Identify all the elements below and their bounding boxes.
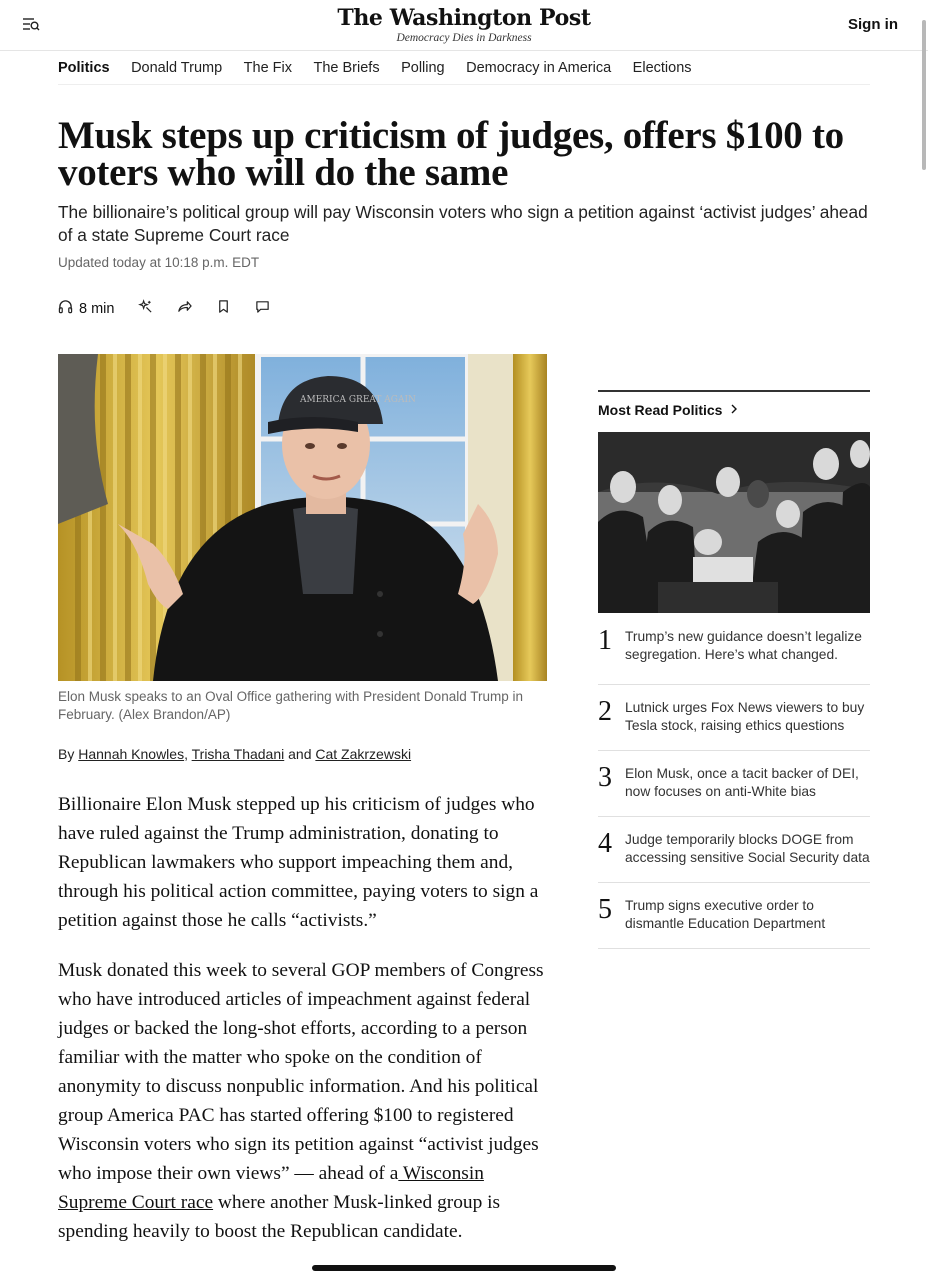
nav-item-politics[interactable]: Politics (58, 59, 110, 76)
rank-number: 2 (598, 696, 612, 727)
author-link-hannah-knowles[interactable]: Hannah Knowles (78, 746, 185, 762)
section-nav (58, 51, 870, 85)
rank-number: 3 (598, 762, 612, 793)
bookmark-icon (216, 299, 231, 319)
comments-button[interactable] (255, 299, 270, 319)
list-item[interactable] (598, 619, 870, 685)
share-icon (177, 299, 192, 319)
nav-item-donald-trump[interactable]: Donald Trump (131, 59, 223, 76)
lead-photo[interactable] (58, 354, 547, 681)
home-indicator[interactable] (312, 1265, 616, 1271)
list-item[interactable] (598, 883, 870, 949)
article-paragraph-1: Billionaire Elon Musk stepped up his criticism of judges who have ruled against the Trump administration, donating to Republican lawmakers who support impeaching them and, through his political action committee, paying voters to sign a petition against those he calls “activists.” (58, 794, 539, 931)
rank-number: 5 (598, 894, 612, 925)
most-read-title[interactable]: Trump signs executive order to dismantle Education Department (625, 898, 826, 931)
author-link-cat-zakrzewski[interactable]: Cat Zakrzewski (315, 746, 412, 762)
share-button[interactable] (177, 299, 192, 319)
rank-number: 4 (598, 828, 612, 859)
scrollbar-thumb[interactable] (922, 20, 926, 170)
most-read-title[interactable]: Elon Musk, once a tacit backer of DEI, now focuses on anti-White bias (625, 766, 859, 799)
paragraph-text: Musk donated this week to several GOP members of Congress who have introduced articles of impeachment against federal judges or backed the long-shot efforts, according to a person familiar with the matter who spoke on the condition of anonymity to discuss nonpublic information. And his political group America PAC has started offering $100 to registered Wisconsin voters who sign its petition against “activist judges who impose their own views” — ahead of a (58, 960, 544, 1184)
sparkle-icon (138, 299, 153, 319)
comment-icon (255, 299, 270, 319)
timestamp: Updated today at 10:18 p.m. EDT (58, 255, 260, 270)
scrollbar[interactable] (920, 0, 928, 1280)
most-read-list (598, 619, 870, 949)
listen-duration: 8 min (79, 301, 115, 317)
chevron-right-icon (730, 403, 738, 417)
nav-item-democracy-in-america[interactable]: Democracy in America (466, 59, 612, 76)
list-item[interactable] (598, 817, 870, 883)
byline (58, 746, 411, 762)
most-read-title[interactable]: Judge temporarily blocks DOGE from accessing sensitive Social Security data (625, 832, 870, 865)
author-link-trisha-thadani[interactable]: Trisha Thadani (191, 746, 285, 762)
wisconsin-supreme-court-race-link[interactable]: Wisconsin Supreme Court race (58, 1163, 484, 1213)
byline-separator: and (284, 746, 316, 762)
most-read-sidebar (598, 390, 870, 949)
article-toolbar (58, 299, 294, 319)
nav-item-the-briefs[interactable]: The Briefs (313, 59, 380, 76)
article-paragraph-2 (58, 956, 548, 1246)
nav-item-polling[interactable]: Polling (401, 59, 445, 76)
most-read-photo-illustration (598, 432, 870, 613)
logo[interactable]: The Washington Post (337, 5, 591, 31)
photo-caption: Elon Musk speaks to an Oval Office gathering with President Donald Trump in February. (Alex Brandon/AP) (58, 689, 523, 722)
nav-item-elections[interactable]: Elections (632, 59, 692, 76)
sign-in-button[interactable]: Sign in (848, 16, 898, 33)
tagline: Democracy Dies in Darkness (396, 32, 532, 44)
most-read-title[interactable]: Trump’s new guidance doesn’t legalize segregation. Here’s what changed. (625, 629, 862, 662)
most-read-photo[interactable] (598, 432, 870, 613)
summary-button[interactable] (138, 299, 153, 319)
listen-button[interactable] (58, 299, 114, 319)
top-bar (0, 0, 928, 51)
byline-prefix: By (58, 746, 79, 762)
byline-separator: , (184, 746, 192, 762)
most-read-heading[interactable] (598, 401, 870, 419)
paragraph-text: where another Musk-linked group is spending heavily to boost the Republican candidate. (58, 1192, 501, 1242)
lead-photo-illustration (58, 354, 547, 681)
nav-item-the-fix[interactable]: The Fix (243, 59, 292, 76)
subheadline: The billionaire’s political group will pay Wisconsin voters who sign a petition against ‘activist judges’ ahead of a state Supreme Court race (58, 202, 868, 245)
headline: Musk steps up criticism of judges, offers $100 to voters who will do the same (58, 114, 844, 194)
most-read-title[interactable]: Lutnick urges Fox News viewers to buy Tesla stock, raising ethics questions (625, 700, 865, 733)
rank-number: 1 (598, 625, 612, 656)
cap-text: AMERICA GREAT AGAIN (300, 395, 416, 405)
most-read-heading-label: Most Read Politics (598, 402, 723, 418)
list-item[interactable] (598, 685, 870, 751)
masthead[interactable] (0, 4, 928, 44)
headphones-icon (58, 299, 73, 319)
list-item[interactable] (598, 751, 870, 817)
bookmark-button[interactable] (216, 299, 231, 319)
